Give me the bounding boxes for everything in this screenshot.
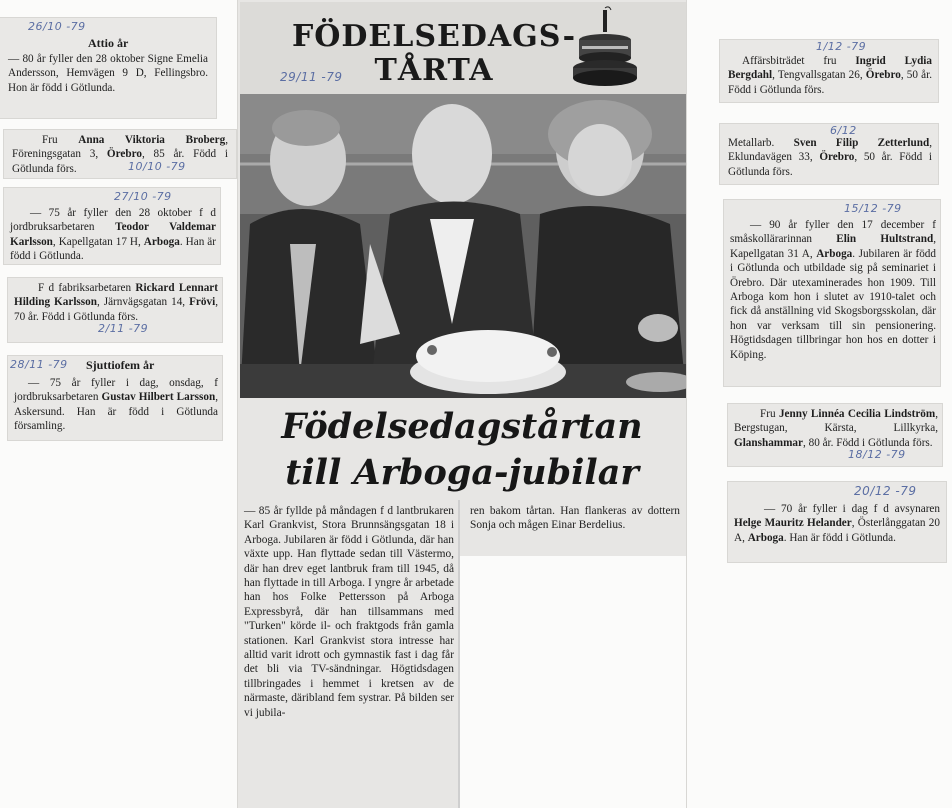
notice-text: — 75 år fyller den 28 oktober f d jordbruksarbetaren Teodor Valdemar Karlsson, Kapellgatan 17 H, Arboga. Han är född i Götlunda. bbox=[10, 207, 216, 263]
clipping-broberg bbox=[4, 130, 236, 178]
clipping-karlsson-t bbox=[4, 188, 220, 264]
banner-title: FÖDELSEDAGS-TÅRTA bbox=[291, 19, 577, 88]
notice-text: — 80 år fyller den 28 oktober Signe Emelia Andersson, Hemvägen 9 D, Fellingsbro. Hon är född i Götlunda. bbox=[8, 53, 208, 94]
article-banner bbox=[240, 2, 686, 94]
notice-text: — 70 år fyller i dag f d avsynaren Helge Mauritz Helander, Österlånggatan 20 A, Arboga. Han är född i Götlunda. bbox=[734, 503, 940, 544]
handwritten-date: 20/12 -79 bbox=[854, 484, 917, 498]
notice-text: Fru Anna Viktoria Broberg, Föreningsgatan 3, Örebro, 85 år. Född i Götlunda förs. bbox=[12, 134, 228, 175]
notice-text: Metallarb. Sven Filip Zetterlund, Eklundavägen 33, Örebro, 50 år. Född i Götlunda förs. bbox=[728, 137, 932, 178]
handwritten-date: 26/10 -79 bbox=[28, 20, 86, 33]
handwritten-date: 1/12 -79 bbox=[816, 40, 867, 53]
handwritten-date: 15/12 -79 bbox=[844, 202, 902, 215]
handwritten-date: 6/12 bbox=[830, 124, 857, 137]
clipping-bergdahl bbox=[720, 40, 938, 102]
notice-text: F d fabriksarbetaren Rickard Lennart Hilding Karlsson, Järnvägsgatan 14, Frövi, 70 år. Född i Götlunda förs. bbox=[14, 282, 218, 323]
notice-heading: Sjuttiofem år bbox=[86, 358, 155, 372]
notice-text: — 90 år fyller den 17 december f småskollärarinnan Elin Hultstrand, Kapellgatan 31 A, Arboga. Jubilaren är född i Götlunda och utbildade sig på seminariet i Örebro. Där utexaminerades hon 1909. Till Arboga kom hon i slutet av 1910-talet och fick då anställning vid Skogsborgsskolan, där hon var verksam till sin pensionering. Högtidsdagen tillbringar hon hos en dotter i Köping. bbox=[730, 219, 936, 361]
clipping-larsson bbox=[8, 356, 222, 440]
notice-heading: Attio år bbox=[88, 36, 129, 50]
handwritten-date: 10/10 -79 bbox=[128, 160, 186, 173]
article-headline: Födelsedagstårtan till Arboga-jubilar bbox=[281, 406, 643, 493]
handwritten-date: 28/11 -79 bbox=[10, 358, 68, 371]
article-column-2: ren bakom tårtan. Han flankeras av dottern Sonja och mågen Einar Berdelius. bbox=[470, 505, 680, 532]
clipping-helander bbox=[728, 482, 946, 562]
handwritten-date: 2/11 -79 bbox=[98, 322, 149, 335]
handwritten-date: 18/12 -79 bbox=[848, 448, 906, 461]
notice-text: Affärsbiträdet fru Ingrid Lydia Bergdahl, Tengvallsgatan 26, Örebro, 50 år. Född i Götlunda förs. bbox=[728, 55, 933, 96]
clipping-hultstrand bbox=[724, 200, 940, 386]
clipping-lindstrom bbox=[728, 404, 942, 466]
clipping-zetterlund bbox=[720, 124, 938, 184]
handwritten-date: 27/10 -79 bbox=[114, 190, 172, 203]
family-photo bbox=[240, 94, 686, 398]
handwritten-date: 29/11 -79 bbox=[280, 70, 343, 84]
blank-paper bbox=[460, 556, 686, 808]
article-column-1: — 85 år fyllde på måndagen f d lantbrukaren Karl Grankvist, Stora Brunnsängsgatan 18 i Arboga. Jubilaren är född i Götlunda, där han växte upp. Han flyttade sedan till Västermo, där han drev eget lantbruk fram till 1945, då han flyttade in till Arboga. I yngre år arbetade han hos Folke Pettersson på Arboga Expressbyrå, där han tillsammans med "Turken" körde il- och fraktgods från gamla stationen. Karl Grankvist stora intresse har alltid varit idrott och gymnastik fast i dag får det bli via TV-sändningar. Högtidsdagen tillbringades i hemmet i kretsen av de närmaste, däribland fem systrar. På bilden ser vi jubila- bbox=[244, 505, 454, 719]
birthday-cake-icon bbox=[570, 6, 640, 92]
clipping-karlsson-r bbox=[8, 278, 222, 342]
notice-text: Fru Jenny Linnéa Cecilia Lindström, Bergstugan, Kärsta, Lillkyrka, Glanshammar, 80 år. Född i Götlunda förs. bbox=[734, 408, 938, 449]
notice-text: — 75 år fyller i dag, onsdag, f jordbruksarbetaren Gustav Hilbert Larsson, Askersund. Han är född i Götlunda församling. bbox=[14, 377, 218, 433]
clipping-andersson bbox=[0, 18, 216, 118]
column-divider bbox=[458, 500, 460, 808]
